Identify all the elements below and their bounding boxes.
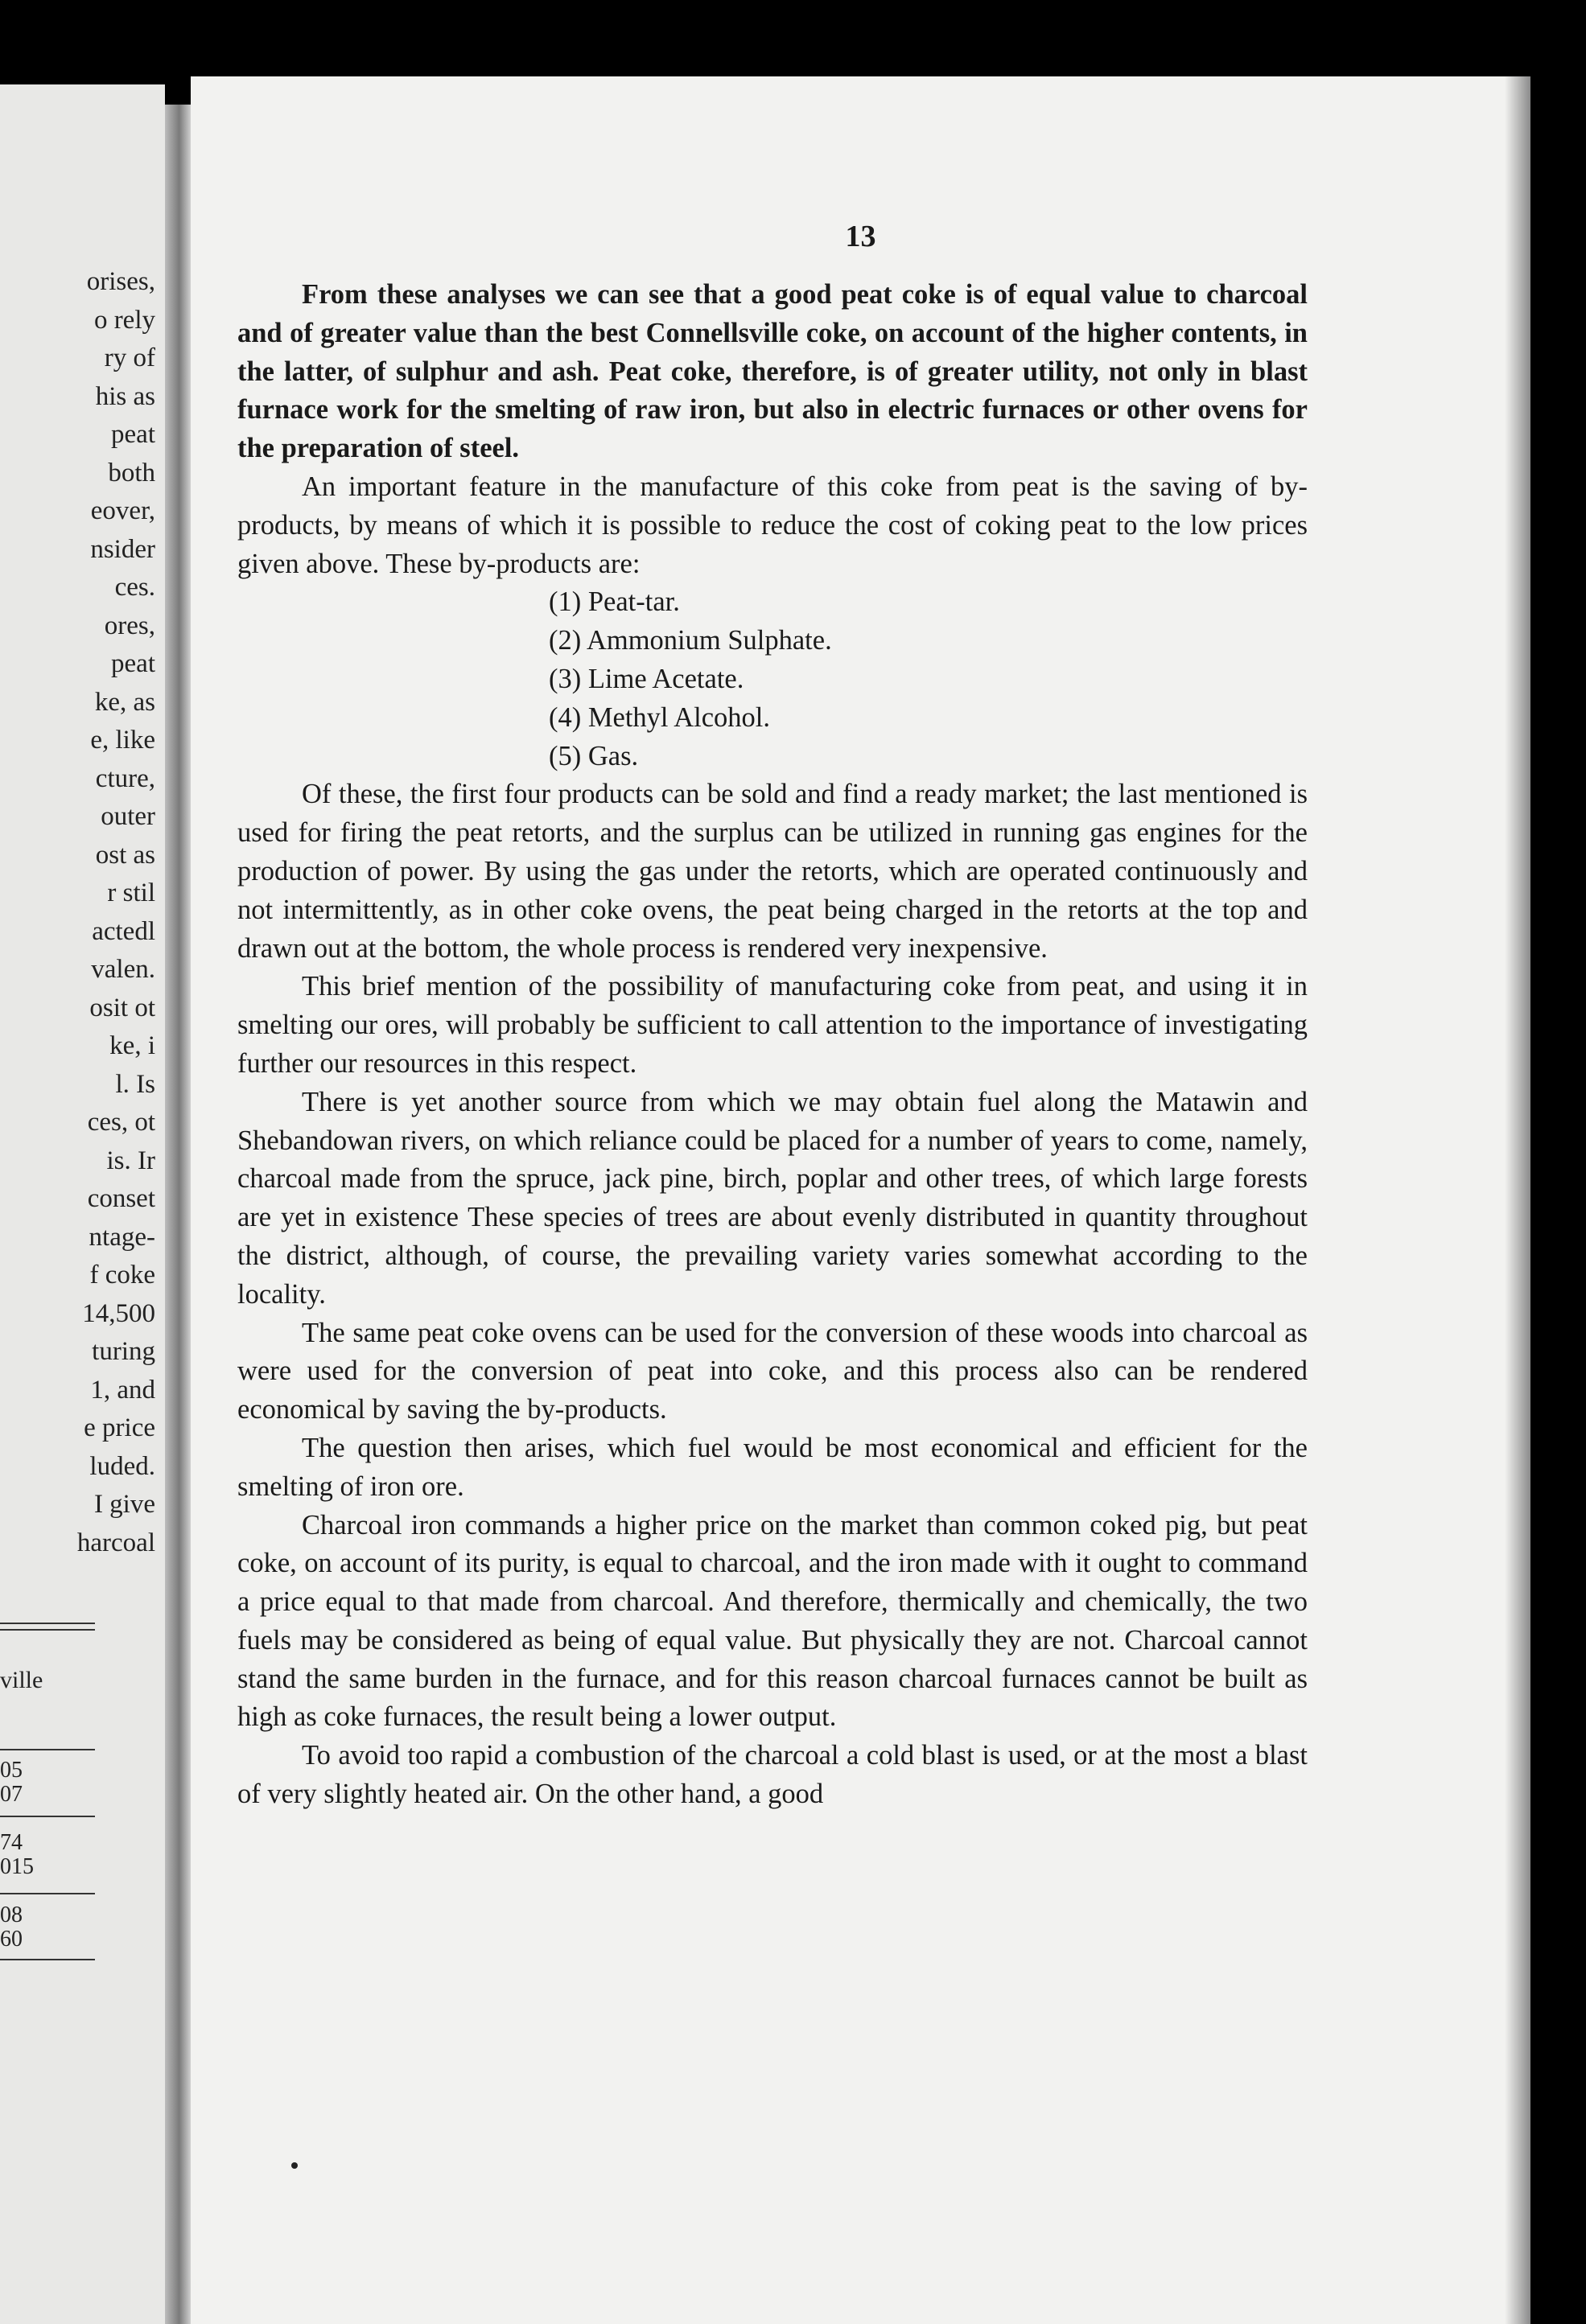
- prev-line: valen.: [91, 955, 155, 984]
- prev-line: I give: [93, 1490, 155, 1519]
- table-value: 60: [0, 1927, 23, 1952]
- table-rule: [0, 1816, 95, 1817]
- prev-line: ost as: [95, 840, 155, 870]
- prev-line: both: [108, 458, 155, 487]
- previous-page-text: [77, 263, 155, 1562]
- prev-line: ke, as: [94, 687, 155, 717]
- prev-line: f coke: [89, 1261, 155, 1290]
- prev-line: ry of: [104, 343, 155, 372]
- list-item: (3) Lime Acetate.: [549, 663, 744, 694]
- page-body: [237, 276, 1308, 1814]
- table-value: 015: [0, 1854, 34, 1879]
- list-item: (1) Peat-tar.: [549, 586, 680, 618]
- prev-line: e, like: [90, 726, 155, 755]
- table-value: 05: [0, 1758, 23, 1783]
- paragraph: An important feature in the manufacture of this coke from peat is the saving of by-products, by means of which it is possible to reduce the cost of coking peat to the low prices given above. These by-products are:: [237, 471, 1308, 579]
- table-value: 07: [0, 1782, 23, 1807]
- table-rule: [0, 1749, 95, 1750]
- prev-line: is. Ir: [106, 1146, 155, 1175]
- prev-line: osit ot: [89, 993, 155, 1022]
- prev-line: his as: [95, 381, 155, 411]
- paragraph: To avoid too rapid a combustion of the charcoal a cold blast is used, or at the most a blast of very slightly heated air. On the other hand, a good: [237, 1740, 1308, 1810]
- prev-line: luded.: [89, 1451, 155, 1481]
- byproducts-list: [237, 583, 1308, 775]
- previous-page-edge: [0, 84, 165, 2324]
- document-page: [191, 76, 1530, 2324]
- table-value: 08: [0, 1902, 23, 1927]
- page-edge-shadow: [1505, 76, 1530, 2324]
- list-item: (4) Methyl Alcohol.: [549, 701, 771, 733]
- table-header: ville: [0, 1667, 43, 1693]
- ink-dot: [291, 2162, 298, 2169]
- paragraph: This brief mention of the possibility of manufacturing coke from peat, and using it in smelting our ores, will probably be sufficient to call attention to the importance of investigating further our resources in this respect.: [237, 971, 1308, 1079]
- prev-line: orises,: [86, 267, 155, 296]
- paragraph: From these analyses we can see that a good peat coke is of equal value to charcoal and of greater value than the best Connellsville coke, on account of the higher contents, in the latter, of sulphur and ash. Peat coke, therefore, is of greater utility, not only in blast furnace work for the smelting of raw iron, but also in electric furnaces or other ovens for the preparation of steel.: [237, 279, 1308, 464]
- prev-line: ntage-: [89, 1222, 155, 1252]
- paragraph: The question then arises, which fuel would be most economical and efficient for the smelting of iron ore.: [237, 1432, 1308, 1502]
- prev-line: turing: [92, 1337, 155, 1366]
- table-value: 74: [0, 1830, 23, 1855]
- prev-line: 1, and: [90, 1375, 155, 1405]
- prev-line: r stil: [107, 878, 155, 907]
- prev-line: conset: [87, 1184, 155, 1213]
- paragraph: Of these, the first four products can be sold and find a ready market; the last mentioned is used for firing the peat retorts, and the surplus can be utilized in running gas engines for the production of power. By using the gas under the retorts, which are operated continuously and not intermittently, as in other coke ovens, the peat being charged in the retorts at the top and drawn out at the bottom, the whole process is rendered very inexpensive.: [237, 779, 1308, 964]
- prev-line: 14,500: [82, 1298, 155, 1328]
- prev-line: l. Is: [115, 1069, 155, 1099]
- prev-line: cture,: [95, 763, 155, 793]
- prev-line: ke, i: [109, 1031, 155, 1060]
- prev-line: ces, ot: [87, 1108, 155, 1137]
- page-number: 13: [845, 220, 876, 253]
- table-rule: [0, 1959, 95, 1960]
- paragraph: The same peat coke ovens can be used for the conversion of these woods into charcoal as were used for the conversion of peat into coke, and this process also can be rendered economical by saving the by-products.: [237, 1317, 1308, 1425]
- table-rule: [0, 1893, 95, 1894]
- prev-line: nsider: [90, 534, 155, 564]
- prev-line: harcoal: [76, 1528, 155, 1557]
- prev-line: peat: [111, 420, 155, 449]
- prev-line: eover,: [90, 496, 155, 525]
- paragraph: Charcoal iron commands a higher price on the market than common coked pig, but peat coke, on account of its purity, is equal to charcoal, and the iron made with it ought to command a price equal to that made from charcoal. And therefore, thermically and chemically, the two fuels may be considered as being of equal value. But physically they are not. Charcoal cannot stand the same burden in the furnace, and for this reason charcoal furnaces cannot be built as high as coke furnaces, the result being a lower output.: [237, 1509, 1308, 1733]
- prev-line: ces.: [114, 573, 155, 602]
- prev-line: peat: [111, 649, 155, 678]
- table-rule: [0, 1623, 95, 1631]
- list-item: (2) Ammonium Sulphate.: [549, 625, 832, 656]
- prev-line: actedl: [92, 916, 155, 946]
- paragraph: There is yet another source from which we may obtain fuel along the Matawin and Shebandowan rivers, on which reliance could be placed for a number of years to come, namely, charcoal made from the spruce, jack pine, birch, poplar and other trees, of which large forests are yet in existence These species of trees are about evenly distributed in quantity throughout the district, although, of course, the prevailing variety varies somewhat according to the locality.: [237, 1086, 1308, 1310]
- prev-line: outer: [101, 802, 155, 831]
- prev-line: e price: [84, 1413, 155, 1442]
- book-binding: [165, 105, 191, 2324]
- prev-line: o rely: [93, 305, 155, 335]
- prev-line: ores,: [104, 611, 155, 640]
- list-item: (5) Gas.: [549, 740, 639, 771]
